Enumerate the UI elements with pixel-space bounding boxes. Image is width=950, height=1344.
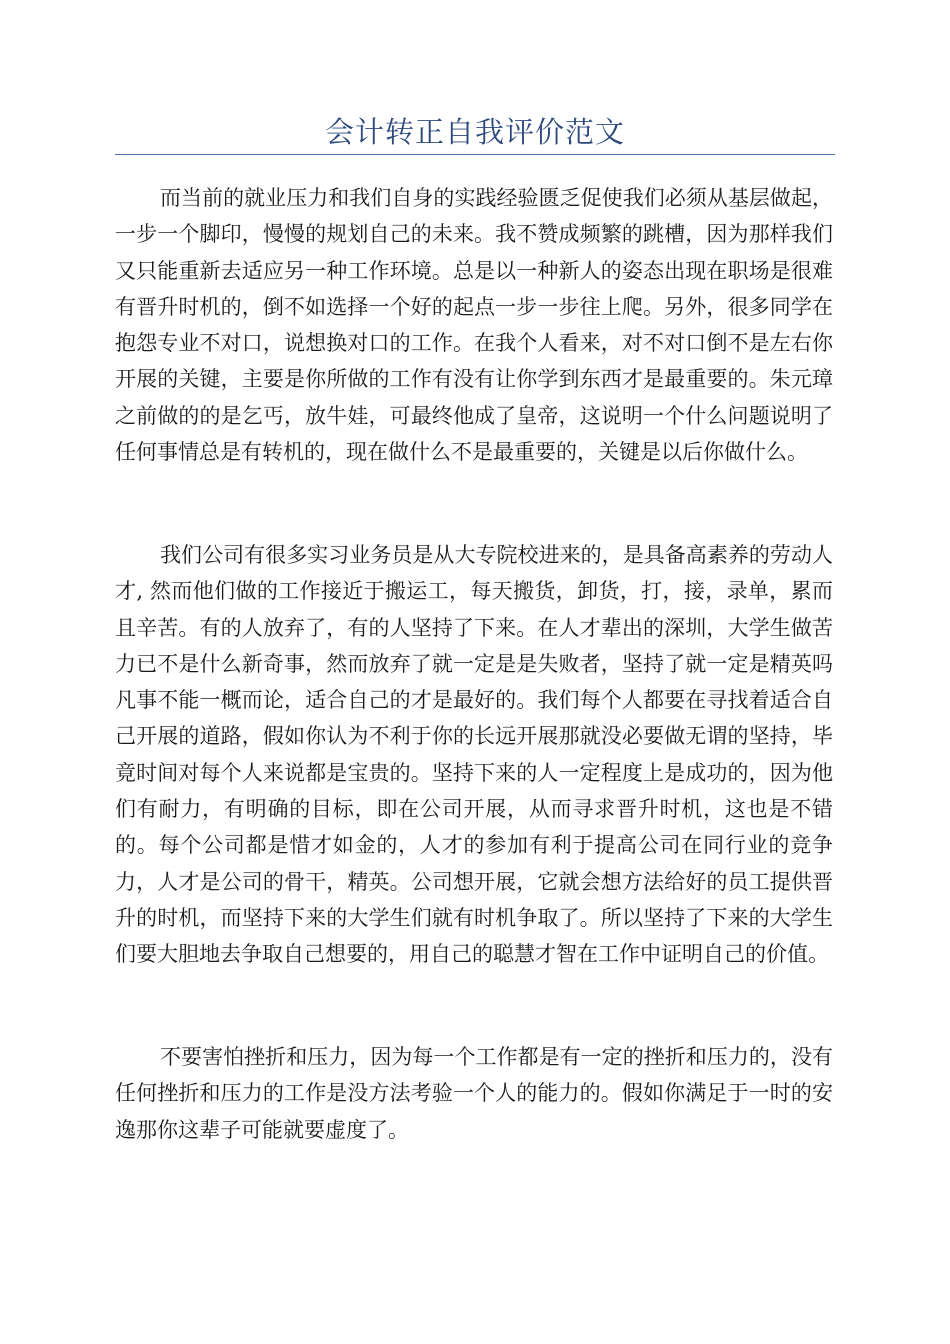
paragraph-3: 不要害怕挫折和压力，因为每一个工作都是有一定的挫折和压力的，没有任何挫折和压力的工作是没方法考验一个人的能力的。假如你满足于一时的安逸那你这辈子可能就要虚度了。	[115, 1045, 833, 1142]
paragraph-2: 我们公司有很多实习业务员是从大专院校进来的，是具备高素养的劳动人才, 然而他们做的工作接近于搬运工，每天搬货，卸货，打，接，录单，累而且辛苦。有的人放弃了，有的人坚持了下来。在人才辈出的深圳，大学生做苦力已不是什么新奇事，然而放弃了就一定是是失败者，坚持了就一定是精英吗凡事不能一概而论，适合自己的才是最好的。我们每个人都要在寻找着适合自己开展的道路，假如你认为不利于你的长远开展那就没必要做无谓的坚持，毕竟时间对每个人来说都是宝贵的。坚持下来的人一定程度上是成功的，因为他们有耐力，有明确的目标，即在公司开展，从而寻求晋升时机，这也是不错的。每个公司都是惜才如金的，人才的参加有利于提高公司在同行业的竞争力，人才是公司的骨干，精英。公司想开展，它就会想方法给好的员工提供晋升的时机，而坚持下来的大学生们就有时机争取了。所以坚持了下来的大学生们要大胆地去争取自己想要的，用自己的聪慧才智在工作中证明自己的价值。	[115, 543, 833, 967]
title-underline	[115, 154, 835, 155]
paragraph-1: 而当前的就业压力和我们自身的实践经验匮乏促使我们必须从基层做起，一步一个脚印，慢慢的规划自己的未来。我不赞成频繁的跳槽，因为那样我们又只能重新去适应另一种工作环境。总是以一种新人的姿态出现在职场是很难有晋升时机的，倒不如选择一个好的起点一步一步往上爬。另外，很多同学在抱怨专业不对口，说想换对口的工作。在我个人看来，对不对口倒不是左右你开展的关键，主要是你所做的工作有没有让你学到东西才是最重要的。朱元璋之前做的的是乞丐，放牛娃，可最终他成了皇帝，这说明一个什么问题说明了任何事情总是有转机的，现在做什么不是最重要的，关键是以后你做什么。	[115, 186, 833, 465]
document-title: 会计转正自我评价范文	[324, 115, 625, 149]
